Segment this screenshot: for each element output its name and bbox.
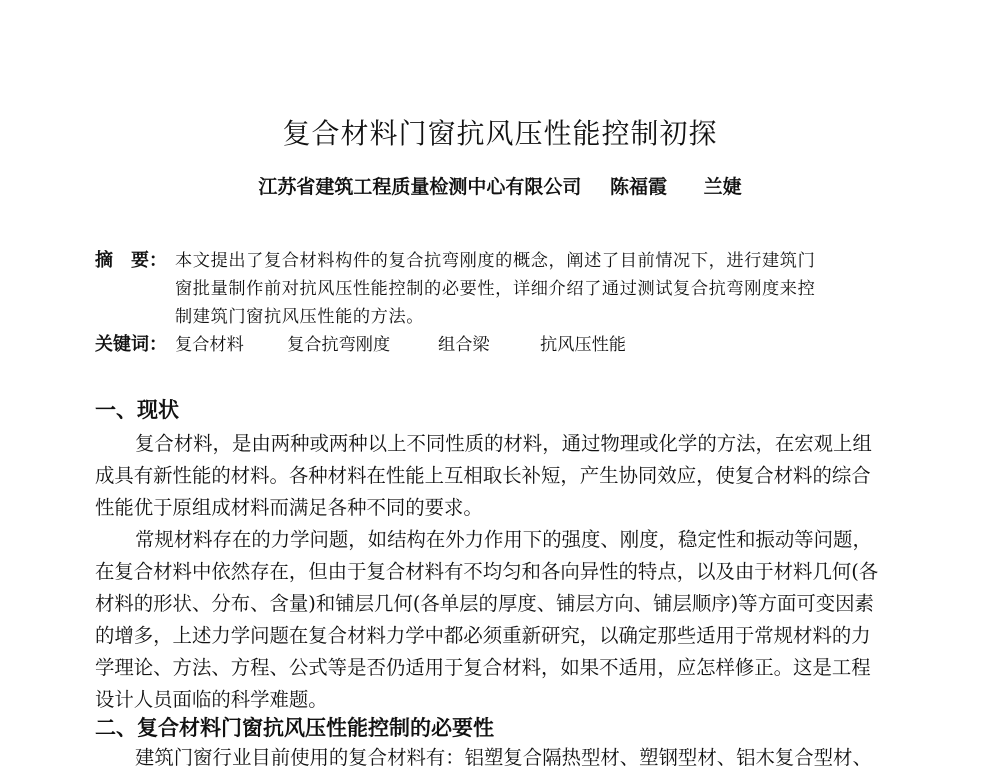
section-1-line-8: 学理论、方法、方程、公式等是否仍适用于复合材料，如果不适用，应怎样修正。这是工程	[95, 656, 871, 679]
paper-title: 复合材料门窗抗风压性能控制初探	[282, 117, 718, 150]
keyword-3: 组合梁	[438, 335, 490, 355]
section-1-line-5: 在复合材料中依然存在，但由于复合材料有不均匀和各向异性的特点，以及由于材料几何(各	[95, 560, 879, 583]
author-name-1: 陈福霞	[609, 176, 667, 198]
section-1-line-3: 性能优于原组成材料而满足各种不同的要求。	[95, 496, 483, 519]
affiliation: 江苏省建筑工程质量检测中心有限公司	[258, 176, 582, 198]
section-1-line-7: 的增多，上述力学问题在复合材料力学中都必须重新研究，以确定那些适用于常规材料的力	[95, 624, 871, 647]
keyword-4: 抗风压性能	[540, 335, 626, 355]
author-line	[200, 172, 800, 199]
section-2-line-1: 建筑门窗行业目前使用的复合材料有：铝塑复合隔热型材、塑钢型材、铝木复合型材、	[135, 746, 872, 769]
keyword-1: 复合材料	[175, 335, 244, 355]
section-2-heading: 二、复合材料门窗抗风压性能控制的必要性	[95, 715, 494, 740]
author-name-2: 兰婕	[703, 176, 742, 198]
section-1-line-1: 复合材料，是由两种或两种以上不同性质的材料，通过物理或化学的方法，在宏观上组	[135, 432, 872, 455]
section-1-line-6: 材料的形状、分布、含量)和铺层几何(各单层的厚度、铺层方向、铺层顺序)等方面可变因素	[95, 592, 874, 615]
section-1-line-4: 常规材料存在的力学问题，如结构在外力作用下的强度、刚度，稳定性和振动等问题，	[135, 528, 872, 551]
section-1-line-9: 设计人员面临的科学难题。	[95, 688, 328, 711]
keywords-label: 关键词：	[95, 334, 167, 355]
abstract-line-2: 窗批量制作前对抗风压性能控制的必要性，详细介绍了通过测试复合抗弯刚度来控	[175, 279, 816, 299]
section-1-heading: 一、现状	[95, 397, 179, 422]
keyword-2: 复合抗弯刚度	[287, 335, 391, 355]
abstract-label: 摘 要：	[95, 250, 167, 271]
abstract-line-3: 制建筑门窗抗风压性能的方法。	[175, 307, 425, 327]
abstract-line-1: 本文提出了复合材料构件的复合抗弯刚度的概念，阐述了目前情况下，进行建筑门	[175, 251, 816, 271]
section-1-line-2: 成具有新性能的材料。各种材料在性能上互相取长补短，产生协同效应，使复合材料的综合	[95, 464, 871, 487]
